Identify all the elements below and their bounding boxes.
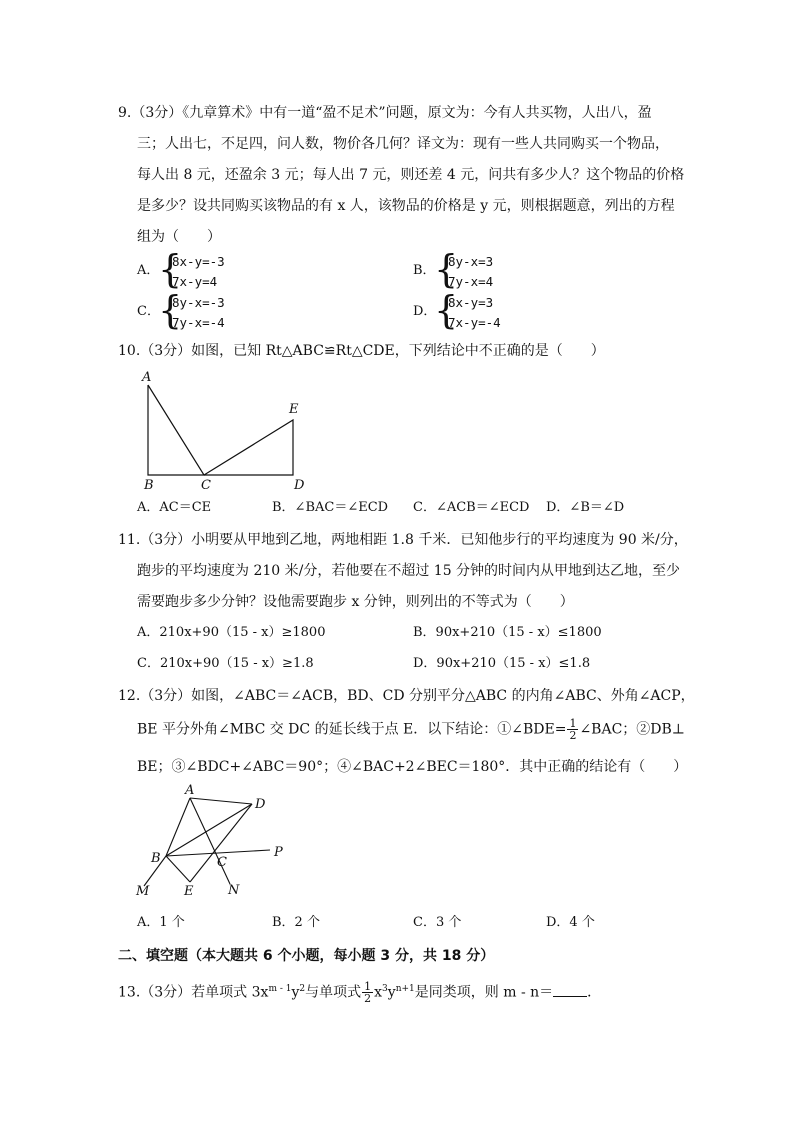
q9-option-b-system (448, 252, 493, 292)
q10-label-d: D (294, 478, 305, 490)
q12-label-e: E (184, 884, 194, 899)
q9-option-c-eq1: 8y-x=-3 (172, 295, 225, 310)
q10-option-c[interactable]: C．∠ACB＝∠ECD (413, 500, 530, 515)
q13-text-g: ． (587, 984, 602, 1001)
q12-fraction-den: 2 (569, 729, 577, 742)
q9-option-d-label[interactable]: D． (413, 304, 437, 319)
q9-line-1: 9.（3分）《九章算术》中有一道“盈不足术”问题，原文为：今有人共买物，人出八，盈 (118, 105, 652, 121)
q10-option-d[interactable]: D．∠B＝∠D (546, 500, 625, 515)
q12-label-c: C (217, 855, 227, 870)
q12-label-a: A (185, 783, 195, 798)
q13-text-a: 13.（3分）若单项式 3x (118, 984, 269, 1001)
q9-option-d-system (448, 293, 501, 333)
q10-option-a[interactable]: A．AC＝CE (137, 500, 212, 515)
q12-label-d: D (255, 797, 266, 812)
q11-line-2: 跑步的平均速度为 210 米/分，若他要在不超过 15 分钟的时间内从甲地到达乙地，至少 (137, 563, 681, 579)
q12-label-b: B (151, 851, 161, 866)
q10-option-b[interactable]: B．∠BAC＝∠ECD (272, 500, 389, 515)
q13-text-b: y (291, 984, 300, 1001)
q9-option-b-label[interactable]: B． (413, 263, 436, 278)
q10-label-e: E (289, 402, 299, 417)
q13-sup-1: m - 1 (268, 984, 292, 994)
q9-line-5: 组为（ ） (137, 229, 221, 245)
q10-label-c: C (201, 478, 211, 490)
q13-text-c: 与单项式 (305, 984, 362, 1001)
q9-option-a-brace: { (158, 247, 183, 291)
q12-line-2-part-a: BE 平分外角∠MBC 交 DC 的延长线于点 E．以下结论：①∠BDE= (137, 721, 567, 738)
q12-option-c[interactable]: C．3 个 (413, 915, 462, 930)
q11-line-3: 需要跑步多少分钟？设他需要跑步 x 分钟，则列出的不等式为（ ） (137, 594, 574, 610)
q13-line (118, 976, 601, 1006)
q9-option-d-eq1: 8x-y=3 (448, 295, 494, 310)
q9-option-a-label[interactable]: A． (137, 263, 160, 278)
q11-option-a[interactable]: A．210x+90（15 - x）≥1800 (137, 625, 326, 640)
q12-segment-a-n (190, 798, 230, 884)
q13-sup-3: 3 (382, 984, 388, 994)
q11-option-b[interactable]: B．90x+210（15 - x）≤1800 (413, 625, 602, 640)
q9-option-b-eq2: 7y-x=4 (448, 274, 494, 289)
q12-line-1: 12.（3分）如图，∠ABC＝∠ACB，BD、CD 分别平分△ABC 的内角∠ABC、外角∠ACP， (118, 688, 695, 704)
q13-text-d: x (374, 984, 383, 1001)
q10-figure (130, 365, 320, 490)
q13-text-e: y (387, 984, 396, 1001)
q9-option-b-brace: { (434, 247, 459, 291)
q10-triangle-abc (148, 385, 204, 475)
q13-sup-2: 2 (299, 984, 306, 994)
q13-fraction-half (362, 981, 373, 1004)
q12-option-b[interactable]: B．2 个 (272, 915, 320, 930)
q9-option-c-eq2: 7y-x=-4 (172, 315, 225, 330)
q9-option-c-brace: { (158, 288, 183, 332)
q10-label-a: A (142, 370, 152, 385)
q12-line-2-part-b: ∠BAC；②DB⊥ (579, 721, 685, 738)
q9-option-c-label[interactable]: C． (137, 304, 160, 319)
q12-label-n: N (228, 883, 240, 898)
q13-fraction-num: 1 (364, 980, 372, 994)
q12-line-3: BE；③∠BDC+∠ABC＝90°；④∠BAC+2∠BEC＝180°．其中正确的结论有（ ） (137, 759, 688, 775)
q12-option-a[interactable]: A．1 个 (137, 915, 185, 930)
q12-segment-ab (166, 798, 190, 856)
q9-option-d-brace: { (434, 288, 459, 332)
q12-segment-ce (190, 804, 252, 882)
q12-label-p: P (274, 845, 283, 860)
q9-option-a-eq2: 7x-y=4 (172, 274, 218, 289)
q11-line-1: 11.（3分）小明要从甲地到乙地，两地相距 1.8 千米．已知他步行的平均速度为 90 米/分， (118, 532, 688, 548)
q12-figure (128, 782, 298, 902)
section-2-heading: 二、填空题（本大题共 6 个小题，每小题 3 分，共 18 分） (118, 948, 495, 964)
q13-answer-blank[interactable] (553, 982, 587, 997)
q12-option-d[interactable]: D．4 个 (546, 915, 595, 930)
q13-sup-4: n+1 (395, 984, 415, 994)
q9-line-2: 三；人出七，不足四，问人数，物价各几何？译文为：现有一些人共同购买一个物品， (137, 136, 669, 152)
q11-option-d[interactable]: D．90x+210（15 - x）≤1.8 (413, 656, 591, 671)
q9-line-3: 每人出 8 元，还盈余 3 元；每人出 7 元，则还差 4 元，问共有多少人？这个物品的价格 (137, 167, 685, 183)
q13-fraction-den: 2 (364, 992, 372, 1006)
q12-fraction-half (567, 718, 578, 741)
q9-option-a-eq1: 8x-y=-3 (172, 254, 225, 269)
q9-option-d-eq2: 7x-y=-4 (448, 315, 501, 330)
q9-option-a-system (172, 252, 225, 292)
q12-line-2 (137, 718, 685, 741)
q12-label-m: M (136, 884, 150, 899)
q12-segment-ad (190, 798, 252, 804)
q10-triangle-cde (204, 420, 293, 475)
q12-segment-be (166, 856, 190, 882)
q9-option-c-system (172, 293, 225, 333)
q13-text-f: 是同类项，则 m - n＝ (414, 984, 554, 1001)
q12-fraction-num: 1 (569, 717, 577, 730)
q10-label-b: B (144, 478, 154, 490)
q10-stem: 10.（3分）如图，已知 Rt△ABC≌Rt△CDE，下列结论中不正确的是（ ） (118, 343, 605, 359)
q9-option-b-eq1: 8y-x=3 (448, 254, 494, 269)
q12-segment-bd (166, 804, 252, 856)
q11-option-c[interactable]: C．210x+90（15 - x）≥1.8 (137, 656, 314, 671)
q9-line-4: 是多少？设共同购买该物品的有 x 人，该物品的价格是 y 元，则根据题意，列出的方程 (137, 198, 675, 214)
